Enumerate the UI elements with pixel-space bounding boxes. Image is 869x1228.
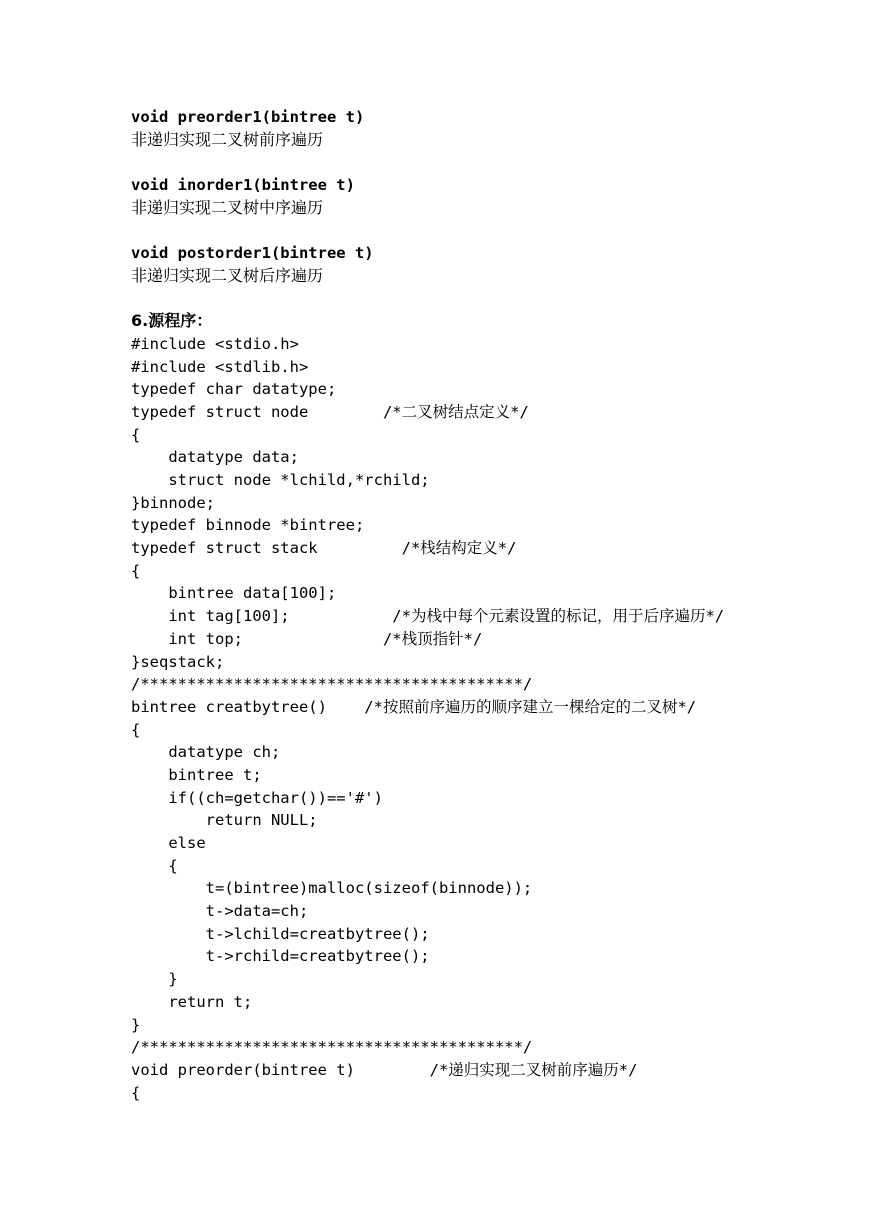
source-code-listing: [131, 333, 851, 1104]
code-line: return NULL;: [131, 811, 318, 830]
code-line: }: [131, 970, 178, 989]
code-line: struct node *lchild,*rchild;: [131, 471, 430, 489]
code-line: }binnode;: [131, 493, 215, 512]
function-description-inorder1: 非递归实现二叉树中序遍历: [131, 197, 324, 217]
function-description-postorder1: 非递归实现二叉树后序遍历: [131, 265, 324, 285]
code-line: bintree creatbytree() /*按照前序遍历的顺序建立一棵给定的二叉树*/: [131, 697, 697, 716]
code-line: {: [131, 561, 141, 580]
code-line: /*****************************************/: [131, 675, 533, 694]
code-line: bintree data[100];: [131, 584, 337, 603]
code-line: typedef struct node /*二叉树结点定义*/: [131, 402, 529, 421]
code-line: datatype ch;: [131, 743, 281, 762]
function-signature-postorder1: void postorder1(bintree t): [131, 244, 374, 263]
code-line: t->lchild=creatbytree();: [131, 924, 430, 943]
code-line: {: [131, 856, 178, 875]
code-line: int top; /*栈顶指针*/: [131, 629, 483, 648]
code-line: }seqstack;: [131, 652, 225, 671]
code-line: t=(bintree)malloc(sizeof(binnode));: [131, 879, 533, 898]
code-line: else: [131, 834, 206, 852]
code-line: return t;: [131, 992, 253, 1011]
blank-line: [131, 288, 851, 311]
code-line: #include <stdlib.h>: [131, 357, 309, 376]
code-line: typedef char datatype;: [131, 380, 337, 399]
code-line: {: [131, 1083, 141, 1102]
text-block: [131, 106, 851, 1104]
blank-line: [131, 219, 851, 242]
code-line: {: [131, 425, 141, 444]
code-line: t->data=ch;: [131, 902, 309, 921]
section-heading: 6.源程序：: [131, 311, 213, 331]
code-line: datatype data;: [131, 448, 299, 467]
code-line: #include <stdio.h>: [131, 334, 299, 353]
function-description-preorder1: 非递归实现二叉树前序遍历: [131, 129, 324, 149]
function-signature-inorder1: void inorder1(bintree t): [131, 176, 355, 195]
code-line: int tag[100]; /*为栈中每个元素设置的标记，用于后序遍历*/: [131, 607, 725, 626]
code-line: void preorder(bintree t) /*递归实现二叉树前序遍历*/: [131, 1060, 638, 1079]
blank-line: [131, 151, 851, 174]
code-line: {: [131, 720, 141, 739]
code-line: /*****************************************/: [131, 1038, 533, 1057]
code-line: typedef struct stack /*栈结构定义*/: [131, 539, 517, 558]
code-line: typedef binnode *bintree;: [131, 516, 365, 535]
code-line: }: [131, 1015, 141, 1034]
code-line: t->rchild=creatbytree();: [131, 947, 430, 966]
function-signature-preorder1: void preorder1(bintree t): [131, 108, 365, 126]
code-line: bintree t;: [131, 765, 262, 784]
code-line: if((ch=getchar())=='#'): [131, 788, 383, 807]
